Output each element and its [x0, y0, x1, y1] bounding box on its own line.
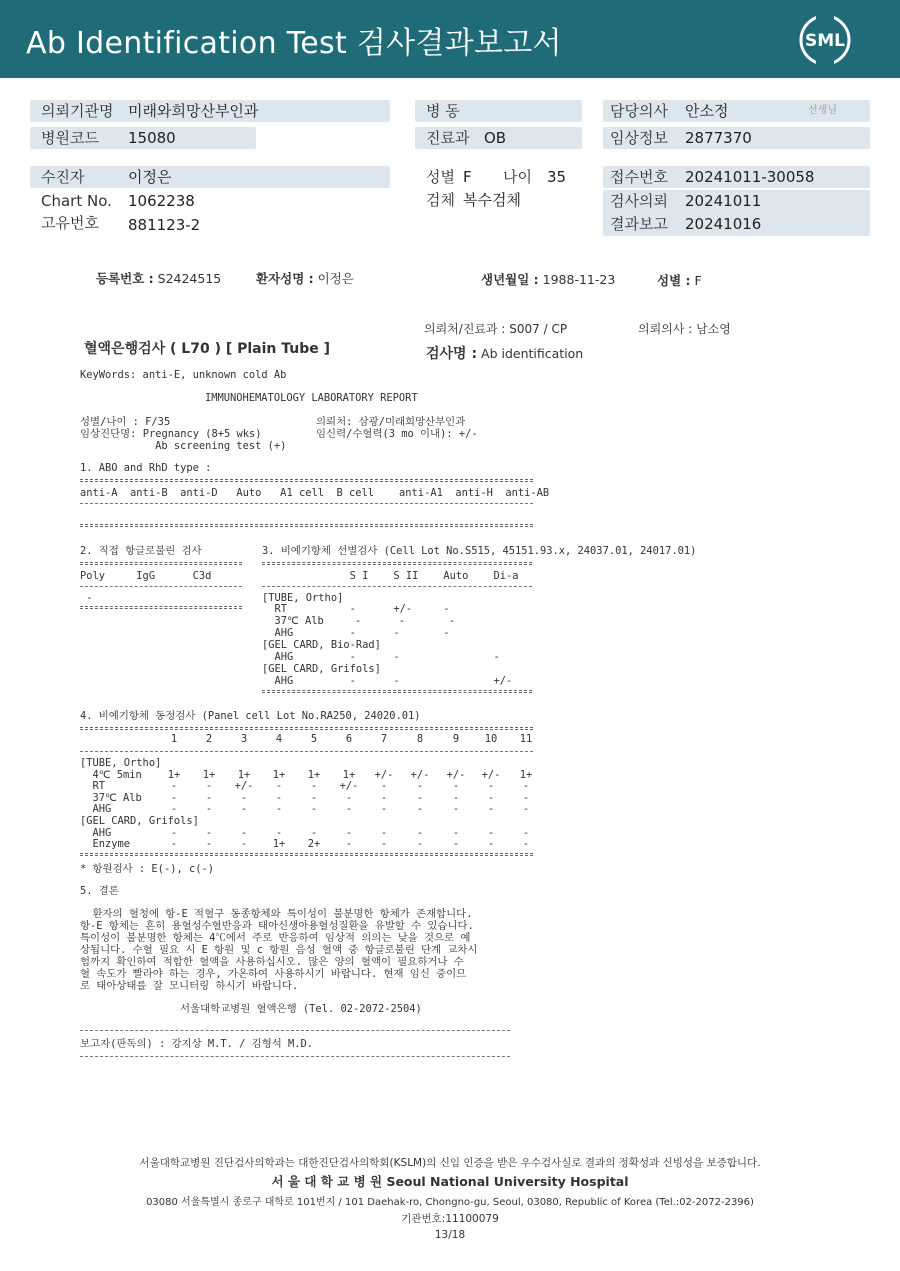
panel-cell-value: 2+: [307, 838, 321, 851]
panel-cell-value: -: [205, 838, 213, 851]
sec3-row-2: 37℃ Alb - - -: [262, 615, 456, 627]
sec3-row-1: RT - +/- -: [262, 603, 450, 615]
panel-cell-value: -: [452, 780, 460, 793]
panel-cell-value: -: [487, 791, 495, 804]
panel-row-label: 4℃ 5min: [80, 768, 142, 781]
sec3-row-4: [GEL CARD, Bio-Rad]: [262, 639, 381, 651]
footer-cert: 서울대학교병원 진단검사의학과는 대한진단검사의학회(KSLM)의 신임 인증을 받은 우수검사실로 결과의 정확성과 신빙성을 보증합니다.: [139, 1157, 761, 1169]
sec2-title: 2. 직접 항글로불린 검사: [80, 545, 202, 557]
panel-row-label: Enzyme: [80, 838, 131, 851]
antigen-line: * 항원검사 : E(-), c(-): [80, 863, 214, 875]
result-label: 결과보고: [610, 215, 668, 233]
pname-label: 환자성명 :: [256, 271, 314, 286]
clinical-value: 2877370: [685, 129, 752, 147]
sec2-rule-top: [80, 562, 242, 565]
panel-cell-value: -: [522, 791, 530, 804]
sec4-rule-top: [80, 727, 533, 730]
panel-cell-value: -: [170, 838, 178, 851]
panel-cell-value: -: [416, 803, 424, 816]
footer-inst-no: 기관번호:11100079: [401, 1213, 499, 1225]
panel-cell-value: 1+: [167, 768, 181, 781]
sec2-values: -: [80, 592, 93, 604]
panel-cell-value: -: [205, 803, 213, 816]
reg-label: 등록번호 :: [96, 271, 154, 286]
accession-label: 접수번호: [610, 168, 668, 186]
sec1-headers: anti-A anti-B anti-D Auto A1 cell B cell anti-A1 anti-H anti-AB: [80, 487, 550, 499]
clinical-label: 임상정보: [610, 129, 668, 147]
ref-doctor-line: [638, 320, 731, 337]
panel-cell-value: -: [380, 838, 388, 851]
panel-cell-number: 4: [275, 733, 283, 745]
panel-cell-value: -: [205, 791, 213, 804]
dob-value: 1988-11-23: [542, 272, 616, 287]
panel-cell-value: +/-: [446, 768, 466, 781]
panel-cell-value: -: [275, 780, 283, 793]
hosp-code-value: 15080: [128, 129, 176, 147]
panel-cell-value: 1+: [272, 768, 286, 781]
sec3-row-3: AHG - - -: [262, 627, 450, 639]
reg-no-line: [96, 269, 221, 287]
panel-cell-value: -: [170, 791, 178, 804]
panel-cell-value: -: [275, 791, 283, 804]
panel-cell-value: -: [487, 780, 495, 793]
panel-cell-value: -: [416, 826, 424, 839]
conclusion-3: 상됩니다. 수혈 필요 시 E 항원 및 c 항원 음성 혈액 중 항글로불린 단계 교차시: [80, 944, 478, 956]
panel-cell-value: 1+: [272, 838, 286, 851]
panel-cell-value: -: [416, 780, 424, 793]
panel-cell-number: 8: [416, 733, 424, 745]
conclusion-4: 험까지 확인하여 적합한 혈액을 사용하십시오. 많은 양의 혈액이 필요하거나 수: [80, 956, 464, 968]
meta-right-1: 임신력/수혈력(3 mo 이내): +/-: [316, 428, 478, 440]
panel-cell-value: 1+: [307, 768, 321, 781]
referral-label: 의뢰처/진료과 :: [424, 322, 506, 336]
panel-cell-value: -: [452, 838, 460, 851]
rsex-line: [657, 271, 702, 289]
panel-cell-value: -: [310, 780, 318, 793]
footer-address: 03080 서울특별시 종로구 대학로 101번지 / 101 Daehak-ro, Chongno-gu, Seoul, 03080, Republic of Korea (Tel.:02-2072-2396): [146, 1197, 754, 1208]
conclusion-5: 혈 속도가 빨라야 하는 경우, 가온하여 사용하시기 바랍니다. 현재 임신 중이므: [80, 968, 467, 980]
panel-cell-value: 1+: [519, 768, 533, 781]
reporter-rule-bottom: [80, 1056, 510, 1057]
exam-line: [426, 343, 583, 363]
exam-label: 검사명 :: [426, 346, 478, 362]
header-banner: [0, 0, 900, 78]
panel-cell-value: -: [240, 803, 248, 816]
panel-cell-number: 6: [345, 733, 353, 745]
panel-cell-value: -: [380, 791, 388, 804]
panel-cell-value: -: [310, 803, 318, 816]
panel-cell-value: -: [522, 838, 530, 851]
panel-cell-value: -: [522, 803, 530, 816]
panel-cell-value: -: [416, 791, 424, 804]
reporter: 보고자(판독의) : 강지상 M.T. / 김형석 M.D.: [80, 1038, 314, 1050]
sec3-rule-bottom: [262, 690, 532, 693]
sec2-rule-bottom: [80, 606, 242, 609]
sec1-rule-bottom: [80, 524, 533, 527]
panel-row-label: [GEL CARD, Grifols]: [80, 815, 199, 827]
dept-label: 진료과: [426, 129, 470, 147]
sec1-title: 1. ABO and RhD type :: [80, 462, 212, 474]
panel-cell-number: 10: [484, 733, 498, 745]
referral-value: S007 / CP: [509, 322, 568, 336]
panel-cell-value: -: [205, 780, 213, 793]
panel-row-label: AHG: [80, 826, 112, 839]
panel-cell-value: -: [240, 791, 248, 804]
report-title: Ab Identification Test 검사결과보고서: [26, 26, 562, 61]
test-title: 혈액은행검사 ( L70 ) [ Plain Tube ]: [84, 341, 331, 357]
panel-row-label: 37℃ Alb: [80, 791, 142, 804]
panel-cell-number: 1: [170, 733, 178, 745]
panel-cell-value: -: [487, 826, 495, 839]
dob-line: [481, 270, 615, 288]
footer-page: 13/18: [434, 1229, 466, 1241]
footer-hospital: 서 울 대 학 교 병 원 Seoul National University Hospital: [271, 1174, 629, 1189]
reg-value: S2424515: [157, 271, 222, 286]
panel-row-label: RT: [80, 780, 106, 793]
sec3-row-5: AHG - - -: [262, 651, 500, 663]
test-req-label: 검사의뢰: [610, 192, 668, 210]
dob-label: 생년월일 :: [481, 272, 539, 287]
panel-cell-value: -: [452, 803, 460, 816]
panel-cell-value: -: [275, 826, 283, 839]
panel-cell-value: -: [416, 838, 424, 851]
sec4-rule-mid: [80, 751, 533, 752]
panel-cell-value: 1+: [202, 768, 216, 781]
sec3-row-0: [TUBE, Ortho]: [262, 592, 344, 604]
reporter-rule-top: [80, 1030, 510, 1031]
panel-cell-value: -: [275, 803, 283, 816]
panel-cell-value: -: [452, 826, 460, 839]
panel-cell-value: +/-: [339, 780, 359, 793]
conclusion-0: 환자의 혈청에 항-E 적혈구 동종항체와 특이성이 불분명한 항체가 존재합니다.: [80, 908, 473, 920]
sml-logo: [798, 13, 852, 67]
sex-label: 성별: [426, 168, 455, 186]
bank-line: 서울대학교병원 혈액은행 (Tel. 02-2072-2504): [180, 1003, 422, 1015]
lab-title: IMMUNOHEMATOLOGY LABORATORY REPORT: [205, 392, 418, 404]
panel-cell-value: +/-: [410, 768, 430, 781]
panel-cell-value: -: [452, 791, 460, 804]
sec3-rule-top: [262, 562, 532, 565]
panel-cell-number: 3: [240, 733, 248, 745]
panel-cell-value: -: [240, 838, 248, 851]
panel-cell-value: 1+: [342, 768, 356, 781]
chart-value: 1062238: [128, 192, 195, 210]
sec3-title: 3. 비예기항체 선별검사 (Cell Lot No.S515, 45151.93.x, 24037.01, 24017.01): [262, 545, 697, 557]
panel-cell-value: -: [380, 826, 388, 839]
sec5-title: 5. 결론: [80, 885, 119, 897]
patient-label: 수진자: [41, 168, 85, 186]
panel-cell-value: -: [310, 791, 318, 804]
sec4-rule-bottom: [80, 853, 533, 856]
result-value: 20241016: [685, 215, 762, 233]
sec1-rule-top: [80, 479, 533, 482]
panel-cell-value: -: [380, 803, 388, 816]
panel-cell-number: 9: [452, 733, 460, 745]
sec3-headers: S I S II Auto Di-a: [262, 570, 519, 582]
meta-left-2: Ab screening test (+): [80, 440, 287, 452]
meta-right-0: 의뢰처: 삼광/미래희망산부인과: [316, 416, 466, 428]
sec2-rule-mid: [80, 586, 242, 587]
doctor-value: 안소정: [685, 102, 729, 120]
panel-cell-value: -: [240, 826, 248, 839]
ward-label: 병 동: [426, 102, 460, 120]
panel-cell-number: 11: [519, 733, 533, 745]
test-req-value: 20241011: [685, 192, 762, 210]
rsex-value: F: [694, 273, 702, 288]
sec3-rule-mid: [262, 586, 532, 587]
rsex-label: 성별 :: [657, 273, 691, 288]
id-value: 881123-2: [128, 216, 201, 234]
age-label: 나이: [503, 168, 532, 186]
age-value: 35: [547, 168, 567, 186]
panel-cell-value: -: [170, 803, 178, 816]
specimen-label: 검체: [426, 191, 455, 209]
sec3-row-6: [GEL CARD, Grifols]: [262, 663, 381, 675]
sex-value: F: [463, 168, 472, 186]
panel-cell-value: 1+: [237, 768, 251, 781]
req-org-label: 의뢰기관명: [41, 102, 114, 120]
panel-cell-value: -: [205, 826, 213, 839]
panel-row-label: [TUBE, Ortho]: [80, 757, 162, 769]
panel-cell-value: -: [170, 826, 178, 839]
ref-doctor-value: 남소영: [696, 322, 731, 336]
sec1-rule-mid: [80, 503, 533, 504]
panel-cell-value: -: [522, 826, 530, 839]
panel-row-label: AHG: [80, 803, 112, 816]
pname-line: [256, 269, 354, 287]
id-label: 고유번호: [41, 214, 99, 232]
ref-doctor-label: 의뢰의사 :: [638, 322, 693, 336]
sec3-row-7: AHG - - +/-: [262, 675, 513, 687]
panel-cell-value: -: [310, 826, 318, 839]
pname-value: 이정은: [317, 271, 354, 286]
dept-value: OB: [484, 129, 507, 147]
conclusion-2: 특이성이 불분명한 항체는 4℃에서 주로 반응하여 임상적 의의는 낮을 것으로 예: [80, 932, 471, 944]
panel-cell-value: -: [487, 803, 495, 816]
panel-cell-value: +/-: [234, 780, 254, 793]
panel-cell-value: -: [345, 791, 353, 804]
panel-cell-value: -: [345, 826, 353, 839]
panel-cell-number: 7: [380, 733, 388, 745]
doctor-label: 담당의사: [610, 102, 668, 120]
panel-cell-value: -: [487, 838, 495, 851]
panel-cell-value: +/-: [481, 768, 501, 781]
logo-text: SML: [805, 31, 845, 51]
keywords: KeyWords: anti-E, unknown cold Ab: [80, 369, 287, 381]
panel-cell-value: -: [345, 838, 353, 851]
meta-left-1: 임상진단명: Pregnancy (8+5 wks): [80, 428, 262, 440]
referral-line: [424, 320, 567, 337]
panel-cell-number: 2: [205, 733, 213, 745]
exam-value: Ab identification: [481, 346, 584, 361]
panel-cell-value: -: [380, 780, 388, 793]
meta-left-0: 성별/나이 : F/35: [80, 416, 171, 428]
accession-value: 20241011-30058: [685, 168, 815, 186]
panel-cell-value: -: [170, 780, 178, 793]
conclusion-6: 로 태아상태를 잘 모니터링 하시기 바랍니다.: [80, 980, 299, 992]
sec2-headers: Poly IgG C3d: [80, 570, 212, 582]
sec4-title: 4. 비예기항체 동정검사 (Panel cell Lot No.RA250, 24020.01): [80, 710, 421, 722]
patient-value: 이정은: [128, 168, 172, 186]
hosp-code-label: 병원코드: [41, 129, 99, 147]
conclusion-1: 항-E 항체는 흔히 용혈성수혈반응과 태아신생아용혈성질환을 유발할 수 있습니다.: [80, 920, 474, 932]
panel-cell-value: +/-: [374, 768, 394, 781]
chart-label: Chart No.: [41, 192, 112, 210]
panel-cell-value: -: [522, 780, 530, 793]
panel-cell-number: 5: [310, 733, 318, 745]
req-org-value: 미래와희망산부인과: [128, 102, 259, 120]
panel-cell-value: -: [345, 803, 353, 816]
doctor-suffix: 선생님: [808, 105, 837, 116]
specimen-value: 복수검체: [463, 191, 521, 209]
